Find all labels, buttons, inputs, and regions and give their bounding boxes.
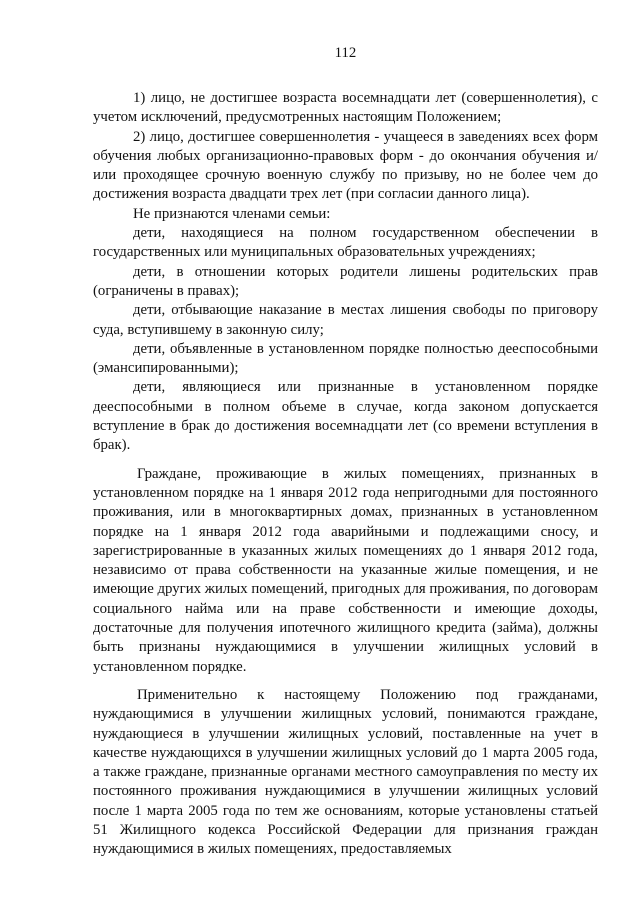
paragraph-children-married: дети, являющиеся или признанные в установленном порядке дееспособными в полном объеме в случае, когда законом допускается вступление в брак до достижения восемнадцати лет (со времени вступления в брак). <box>93 379 598 454</box>
paragraph-children-emancipated: дети, объявленные в установленном порядке полностью дееспособными (эмансипированными); <box>93 340 598 377</box>
paragraph-item-2: 2) лицо, достигшее совершеннолетия - учащееся в заведениях всех форм обучения любых организационно-правовых форм - до окончания обучения и/или проходящее срочную военную службу по призыву, но не более чем до достижения возраста двадцати трех лет (при согласии данного лица). <box>93 128 598 203</box>
paragraph-children-imprisoned: дети, отбывающие наказание в местах лишения свободы по приговору суда, вступившему в законную силу; <box>93 302 598 338</box>
page-number: 112 <box>334 45 357 61</box>
paragraph-children-state-care: дети, находящиеся на полном государственном обеспечении в государственных или муниципальных образовательных учреждениях; <box>93 225 598 261</box>
paragraph-citizens-unfit-housing: Граждане, проживающие в жилых помещениях, признанных в установленном порядке на 1 января 2012 года непригодными для постоянного проживания, или в многоквартирных домах, признанных в установленном порядке на 1 января 2012 года аварийными и подлежащими сносу, и зарегистрированные в указанных жилых помещениях до 1 января 2012 года, независимо от права собственности на указанные жилые помещения, и не имеющие других жилых помещений, пригодных для проживания, по договорам социального найма или на праве собственности и имеющие доходы, достаточные для получения ипотечного жилищного кредита (займа), должны быть признаны нуждающимися в улучшении жилищных условий в установленном порядке. <box>93 465 598 675</box>
paragraph-item-1: 1) лицо, не достигшее возраста восемнадцати лет (совершеннолетия), с учетом исключений, предусмотренных настоящим Положением; <box>93 90 598 126</box>
paragraph-heading-not-family: Не признаются членами семьи: <box>133 205 331 222</box>
paragraph-children-deprived-rights: дети, в отношении которых родители лишены родительских прав (ограничены в правах); <box>93 263 598 299</box>
paragraph-citizens-in-need: Применительно к настоящему Положению под гражданами, нуждающимися в улучшении жилищных условий, понимаются граждане, нуждающиеся в улучшении жилищных условий, поставленные на учет в качестве нуждающихся в улучшении жилищных условий до 1 марта 2005 года, а также граждане, признанные органами местного самоуправления по месту их постоянного проживания нуждающимися в улучшении жилищных условий после 1 марта 2005 года по тем же основаниям, которые установлены статьей 51 Жилищного кодекса Российской Федерации для признания граждан нуждающимися в жилых помещениях, предоставляемых <box>93 686 598 858</box>
